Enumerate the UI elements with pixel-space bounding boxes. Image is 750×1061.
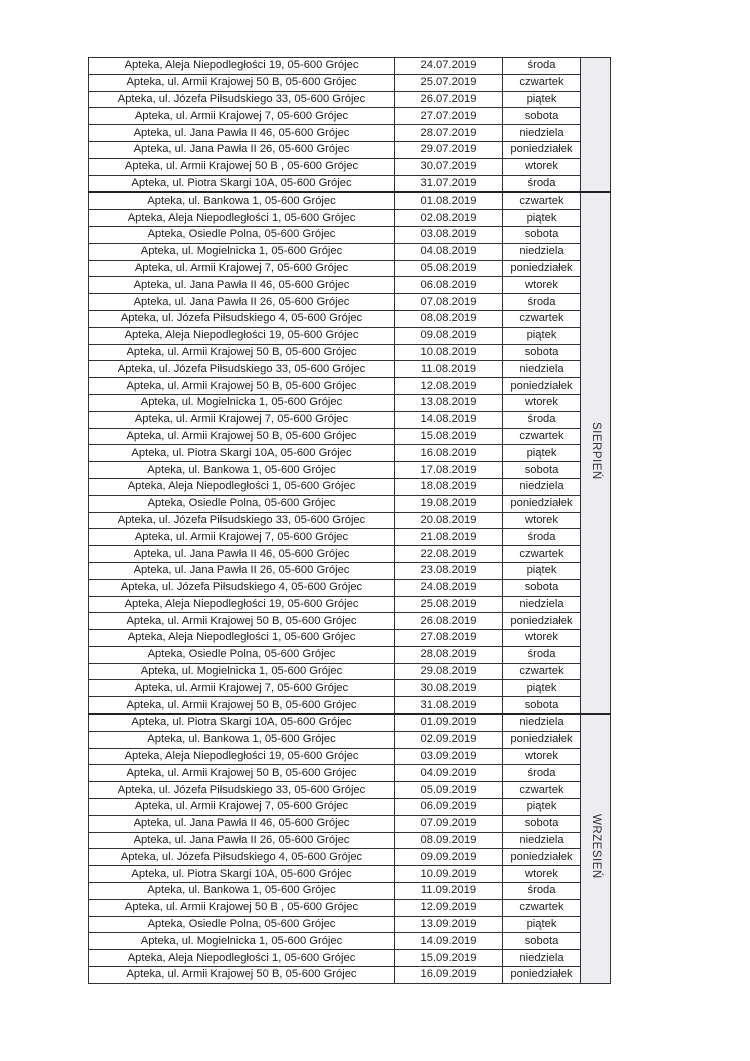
pharmacy-address-cell: Apteka, Aleja Niepodległości 19, 05-600 Grójec (89, 748, 395, 765)
month-column (581, 58, 611, 193)
pharmacy-address-cell: Apteka, ul. Armii Krajowej 7, 05-600 Grójec (89, 108, 395, 125)
table-row (89, 731, 611, 748)
date-cell: 10.08.2019 (395, 344, 503, 361)
pharmacy-address-cell: Apteka, ul. Armii Krajowej 50 B, 05-600 Grójec (89, 765, 395, 782)
pharmacy-address-cell: Apteka, ul. Armii Krajowej 7, 05-600 Grójec (89, 529, 395, 546)
table-row (89, 378, 611, 395)
weekday-cell: niedziela (503, 125, 581, 142)
pharmacy-address-cell: Apteka, ul. Bankowa 1, 05-600 Grójec (89, 462, 395, 479)
date-cell: 28.08.2019 (395, 646, 503, 663)
date-cell: 31.08.2019 (395, 697, 503, 714)
pharmacy-address-cell: Apteka, ul. Józefa Piłsudskiego 33, 05-600 Grójec (89, 361, 395, 378)
pharmacy-address-cell: Apteka, ul. Armii Krajowej 7, 05-600 Grójec (89, 799, 395, 816)
date-cell: 11.09.2019 (395, 883, 503, 900)
date-cell: 21.08.2019 (395, 529, 503, 546)
date-cell: 17.08.2019 (395, 462, 503, 479)
table-row (89, 361, 611, 378)
date-cell: 08.08.2019 (395, 310, 503, 327)
weekday-cell: piątek (503, 210, 581, 227)
table-row (89, 108, 611, 125)
weekday-cell: czwartek (503, 546, 581, 563)
weekday-cell: środa (503, 58, 581, 75)
pharmacy-address-cell: Apteka, Osiedle Polna, 05-600 Grójec (89, 226, 395, 243)
date-cell: 03.09.2019 (395, 748, 503, 765)
weekday-cell: piątek (503, 327, 581, 344)
pharmacy-address-cell: Apteka, Aleja Niepodległości 1, 05-600 Grójec (89, 630, 395, 647)
weekday-cell: sobota (503, 462, 581, 479)
date-cell: 07.09.2019 (395, 815, 503, 832)
pharmacy-address-cell: Apteka, Aleja Niepodległości 19, 05-600 Grójec (89, 327, 395, 344)
pharmacy-address-cell: Apteka, ul. Bankowa 1, 05-600 Grójec (89, 731, 395, 748)
table-row (89, 226, 611, 243)
weekday-cell: czwartek (503, 428, 581, 445)
date-cell: 13.08.2019 (395, 394, 503, 411)
table-row (89, 663, 611, 680)
table-row (89, 175, 611, 192)
date-cell: 24.07.2019 (395, 58, 503, 75)
pharmacy-address-cell: Apteka, ul. Armii Krajowej 7, 05-600 Grójec (89, 260, 395, 277)
date-cell: 08.09.2019 (395, 832, 503, 849)
weekday-cell: piątek (503, 799, 581, 816)
weekday-cell: piątek (503, 445, 581, 462)
table-row (89, 866, 611, 883)
month-label: SIERPIEŃ (590, 421, 602, 480)
table-row (89, 748, 611, 765)
pharmacy-address-cell: Apteka, Osiedle Polna, 05-600 Grójec (89, 495, 395, 512)
weekday-cell: niedziela (503, 596, 581, 613)
weekday-cell: środa (503, 175, 581, 192)
weekday-cell: środa (503, 883, 581, 900)
date-cell: 25.08.2019 (395, 596, 503, 613)
table-row (89, 967, 611, 984)
weekday-cell: wtorek (503, 748, 581, 765)
date-cell: 06.08.2019 (395, 277, 503, 294)
table-row (89, 495, 611, 512)
pharmacy-address-cell: Apteka, ul. Armii Krajowej 50 B, 05-600 Grójec (89, 378, 395, 395)
weekday-cell: niedziela (503, 243, 581, 260)
date-cell: 10.09.2019 (395, 866, 503, 883)
pharmacy-address-cell: Apteka, ul. Armii Krajowej 50 B , 05-600 Grójec (89, 158, 395, 175)
weekday-cell: piątek (503, 916, 581, 933)
pharmacy-address-cell: Apteka, ul. Armii Krajowej 50 B, 05-600 Grójec (89, 967, 395, 984)
date-cell: 30.07.2019 (395, 158, 503, 175)
pharmacy-duty-schedule-table (88, 57, 611, 984)
table-row (89, 394, 611, 411)
pharmacy-address-cell: Apteka, ul. Józefa Piłsudskiego 33, 05-600 Grójec (89, 91, 395, 108)
date-cell: 30.08.2019 (395, 680, 503, 697)
table-row (89, 411, 611, 428)
pharmacy-address-cell: Apteka, ul. Mogielnicka 1, 05-600 Grójec (89, 663, 395, 680)
table-row (89, 646, 611, 663)
date-cell: 31.07.2019 (395, 175, 503, 192)
table-row (89, 158, 611, 175)
table-row (89, 596, 611, 613)
pharmacy-address-cell: Apteka, Aleja Niepodległości 1, 05-600 Grójec (89, 210, 395, 227)
month-column (581, 192, 611, 714)
pharmacy-address-cell: Apteka, ul. Jana Pawła II 26, 05-600 Grójec (89, 141, 395, 158)
weekday-cell: środa (503, 765, 581, 782)
date-cell: 11.08.2019 (395, 361, 503, 378)
weekday-cell: piątek (503, 91, 581, 108)
weekday-cell: czwartek (503, 74, 581, 91)
weekday-cell: poniedziałek (503, 141, 581, 158)
weekday-cell: niedziela (503, 361, 581, 378)
table-row (89, 210, 611, 227)
pharmacy-address-cell: Apteka, ul. Mogielnicka 1, 05-600 Grójec (89, 243, 395, 260)
pharmacy-address-cell: Apteka, ul. Józefa Piłsudskiego 4, 05-600 Grójec (89, 849, 395, 866)
table-row (89, 849, 611, 866)
date-cell: 23.08.2019 (395, 562, 503, 579)
pharmacy-address-cell: Apteka, ul. Jana Pawła II 46, 05-600 Grójec (89, 125, 395, 142)
date-cell: 29.08.2019 (395, 663, 503, 680)
weekday-cell: poniedziałek (503, 260, 581, 277)
weekday-cell: niedziela (503, 950, 581, 967)
pharmacy-address-cell: Apteka, ul. Bankowa 1, 05-600 Grójec (89, 192, 395, 209)
date-cell: 20.08.2019 (395, 512, 503, 529)
weekday-cell: czwartek (503, 899, 581, 916)
weekday-cell: czwartek (503, 310, 581, 327)
table-row (89, 327, 611, 344)
date-cell: 24.08.2019 (395, 579, 503, 596)
weekday-cell: niedziela (503, 714, 581, 731)
table-row (89, 125, 611, 142)
weekday-cell: poniedziałek (503, 849, 581, 866)
weekday-cell: niedziela (503, 832, 581, 849)
date-cell: 26.07.2019 (395, 91, 503, 108)
table-row (89, 277, 611, 294)
weekday-cell: wtorek (503, 394, 581, 411)
weekday-cell: poniedziałek (503, 967, 581, 984)
date-cell: 12.09.2019 (395, 899, 503, 916)
pharmacy-address-cell: Apteka, ul. Józefa Piłsudskiego 33, 05-600 Grójec (89, 782, 395, 799)
pharmacy-address-cell: Apteka, ul. Armii Krajowej 50 B, 05-600 Grójec (89, 344, 395, 361)
date-cell: 14.08.2019 (395, 411, 503, 428)
table-row (89, 58, 611, 75)
date-cell: 05.08.2019 (395, 260, 503, 277)
date-cell: 12.08.2019 (395, 378, 503, 395)
pharmacy-address-cell: Apteka, ul. Jana Pawła II 46, 05-600 Grójec (89, 815, 395, 832)
date-cell: 28.07.2019 (395, 125, 503, 142)
date-cell: 04.08.2019 (395, 243, 503, 260)
pharmacy-address-cell: Apteka, Aleja Niepodległości 1, 05-600 Grójec (89, 950, 395, 967)
table-row (89, 344, 611, 361)
weekday-cell: środa (503, 411, 581, 428)
weekday-cell: niedziela (503, 478, 581, 495)
table-row (89, 428, 611, 445)
date-cell: 14.09.2019 (395, 933, 503, 950)
table-row (89, 815, 611, 832)
weekday-cell: czwartek (503, 192, 581, 209)
date-cell: 26.08.2019 (395, 613, 503, 630)
table-row (89, 546, 611, 563)
date-cell: 05.09.2019 (395, 782, 503, 799)
table-row (89, 478, 611, 495)
weekday-cell: sobota (503, 579, 581, 596)
weekday-cell: sobota (503, 226, 581, 243)
table-row (89, 462, 611, 479)
table-row (89, 950, 611, 967)
weekday-cell: poniedziałek (503, 731, 581, 748)
month-label: WRZESIEŃ (590, 814, 602, 879)
table-row (89, 310, 611, 327)
date-cell: 27.08.2019 (395, 630, 503, 647)
date-cell: 15.08.2019 (395, 428, 503, 445)
pharmacy-address-cell: Apteka, ul. Armii Krajowej 50 B, 05-600 Grójec (89, 697, 395, 714)
pharmacy-address-cell: Apteka, Osiedle Polna, 05-600 Grójec (89, 646, 395, 663)
pharmacy-address-cell: Apteka, ul. Piotra Skargi 10A, 05-600 Grójec (89, 445, 395, 462)
date-cell: 19.08.2019 (395, 495, 503, 512)
date-cell: 06.09.2019 (395, 799, 503, 816)
date-cell: 01.08.2019 (395, 192, 503, 209)
pharmacy-address-cell: Apteka, ul. Piotra Skargi 10A, 05-600 Grójec (89, 175, 395, 192)
weekday-cell: wtorek (503, 158, 581, 175)
table-row (89, 832, 611, 849)
date-cell: 13.09.2019 (395, 916, 503, 933)
date-cell: 18.08.2019 (395, 478, 503, 495)
weekday-cell: piątek (503, 562, 581, 579)
date-cell: 29.07.2019 (395, 141, 503, 158)
pharmacy-address-cell: Apteka, ul. Jana Pawła II 46, 05-600 Grójec (89, 277, 395, 294)
weekday-cell: wtorek (503, 512, 581, 529)
table-row (89, 933, 611, 950)
table-row (89, 697, 611, 714)
date-cell: 25.07.2019 (395, 74, 503, 91)
table-row (89, 294, 611, 311)
date-cell: 16.08.2019 (395, 445, 503, 462)
pharmacy-address-cell: Apteka, Aleja Niepodległości 1, 05-600 Grójec (89, 478, 395, 495)
date-cell: 22.08.2019 (395, 546, 503, 563)
date-cell: 27.07.2019 (395, 108, 503, 125)
table-row (89, 562, 611, 579)
table-row (89, 714, 611, 731)
weekday-cell: sobota (503, 344, 581, 361)
pharmacy-address-cell: Apteka, ul. Jana Pawła II 26, 05-600 Grójec (89, 562, 395, 579)
table-row (89, 680, 611, 697)
pharmacy-address-cell: Apteka, ul. Armii Krajowej 50 B , 05-600 Grójec (89, 899, 395, 916)
weekday-cell: poniedziałek (503, 613, 581, 630)
pharmacy-address-cell: Apteka, ul. Jana Pawła II 46, 05-600 Grójec (89, 546, 395, 563)
pharmacy-address-cell: Apteka, Aleja Niepodległości 19, 05-600 Grójec (89, 596, 395, 613)
pharmacy-address-cell: Apteka, ul. Józefa Piłsudskiego 4, 05-600 Grójec (89, 310, 395, 327)
weekday-cell: poniedziałek (503, 495, 581, 512)
weekday-cell: środa (503, 294, 581, 311)
pharmacy-address-cell: Apteka, ul. Armii Krajowej 50 B, 05-600 Grójec (89, 613, 395, 630)
weekday-cell: sobota (503, 933, 581, 950)
weekday-cell: sobota (503, 815, 581, 832)
table-row (89, 512, 611, 529)
weekday-cell: sobota (503, 697, 581, 714)
pharmacy-address-cell: Apteka, ul. Piotra Skargi 10A, 05-600 Grójec (89, 714, 395, 731)
date-cell: 07.08.2019 (395, 294, 503, 311)
table-row (89, 613, 611, 630)
pharmacy-address-cell: Apteka, ul. Jana Pawła II 26, 05-600 Grójec (89, 294, 395, 311)
pharmacy-address-cell: Apteka, ul. Józefa Piłsudskiego 33, 05-600 Grójec (89, 512, 395, 529)
schedule-body (89, 58, 611, 984)
pharmacy-address-cell: Apteka, ul. Mogielnicka 1, 05-600 Grójec (89, 394, 395, 411)
table-row (89, 260, 611, 277)
pharmacy-address-cell: Apteka, Osiedle Polna, 05-600 Grójec (89, 916, 395, 933)
table-row (89, 243, 611, 260)
pharmacy-address-cell: Apteka, Aleja Niepodległości 19, 05-600 Grójec (89, 58, 395, 75)
pharmacy-address-cell: Apteka, ul. Armii Krajowej 7, 05-600 Grójec (89, 680, 395, 697)
pharmacy-address-cell: Apteka, ul. Armii Krajowej 7, 05-600 Grójec (89, 411, 395, 428)
weekday-cell: czwartek (503, 663, 581, 680)
date-cell: 03.08.2019 (395, 226, 503, 243)
table-row (89, 192, 611, 209)
date-cell: 16.09.2019 (395, 967, 503, 984)
table-row (89, 141, 611, 158)
date-cell: 09.08.2019 (395, 327, 503, 344)
weekday-cell: wtorek (503, 630, 581, 647)
pharmacy-address-cell: Apteka, ul. Bankowa 1, 05-600 Grójec (89, 883, 395, 900)
weekday-cell: wtorek (503, 866, 581, 883)
pharmacy-address-cell: Apteka, ul. Jana Pawła II 26, 05-600 Grójec (89, 832, 395, 849)
table-row (89, 91, 611, 108)
weekday-cell: sobota (503, 108, 581, 125)
date-cell: 04.09.2019 (395, 765, 503, 782)
table-row (89, 765, 611, 782)
pharmacy-address-cell: Apteka, ul. Armii Krajowej 50 B, 05-600 Grójec (89, 428, 395, 445)
date-cell: 15.09.2019 (395, 950, 503, 967)
weekday-cell: środa (503, 529, 581, 546)
weekday-cell: wtorek (503, 277, 581, 294)
table-row (89, 445, 611, 462)
table-row (89, 579, 611, 596)
weekday-cell: środa (503, 646, 581, 663)
pharmacy-address-cell: Apteka, ul. Józefa Piłsudskiego 4, 05-600 Grójec (89, 579, 395, 596)
table-row (89, 529, 611, 546)
date-cell: 02.09.2019 (395, 731, 503, 748)
weekday-cell: piątek (503, 680, 581, 697)
table-row (89, 782, 611, 799)
table-row (89, 74, 611, 91)
date-cell: 09.09.2019 (395, 849, 503, 866)
table-row (89, 899, 611, 916)
table-row (89, 630, 611, 647)
pharmacy-address-cell: Apteka, ul. Armii Krajowej 50 B, 05-600 Grójec (89, 74, 395, 91)
date-cell: 01.09.2019 (395, 714, 503, 731)
table-row (89, 916, 611, 933)
pharmacy-address-cell: Apteka, ul. Mogielnicka 1, 05-600 Grójec (89, 933, 395, 950)
table-row (89, 799, 611, 816)
pharmacy-address-cell: Apteka, ul. Piotra Skargi 10A, 05-600 Grójec (89, 866, 395, 883)
weekday-cell: poniedziałek (503, 378, 581, 395)
table-row (89, 883, 611, 900)
date-cell: 02.08.2019 (395, 210, 503, 227)
month-column (581, 714, 611, 983)
weekday-cell: czwartek (503, 782, 581, 799)
